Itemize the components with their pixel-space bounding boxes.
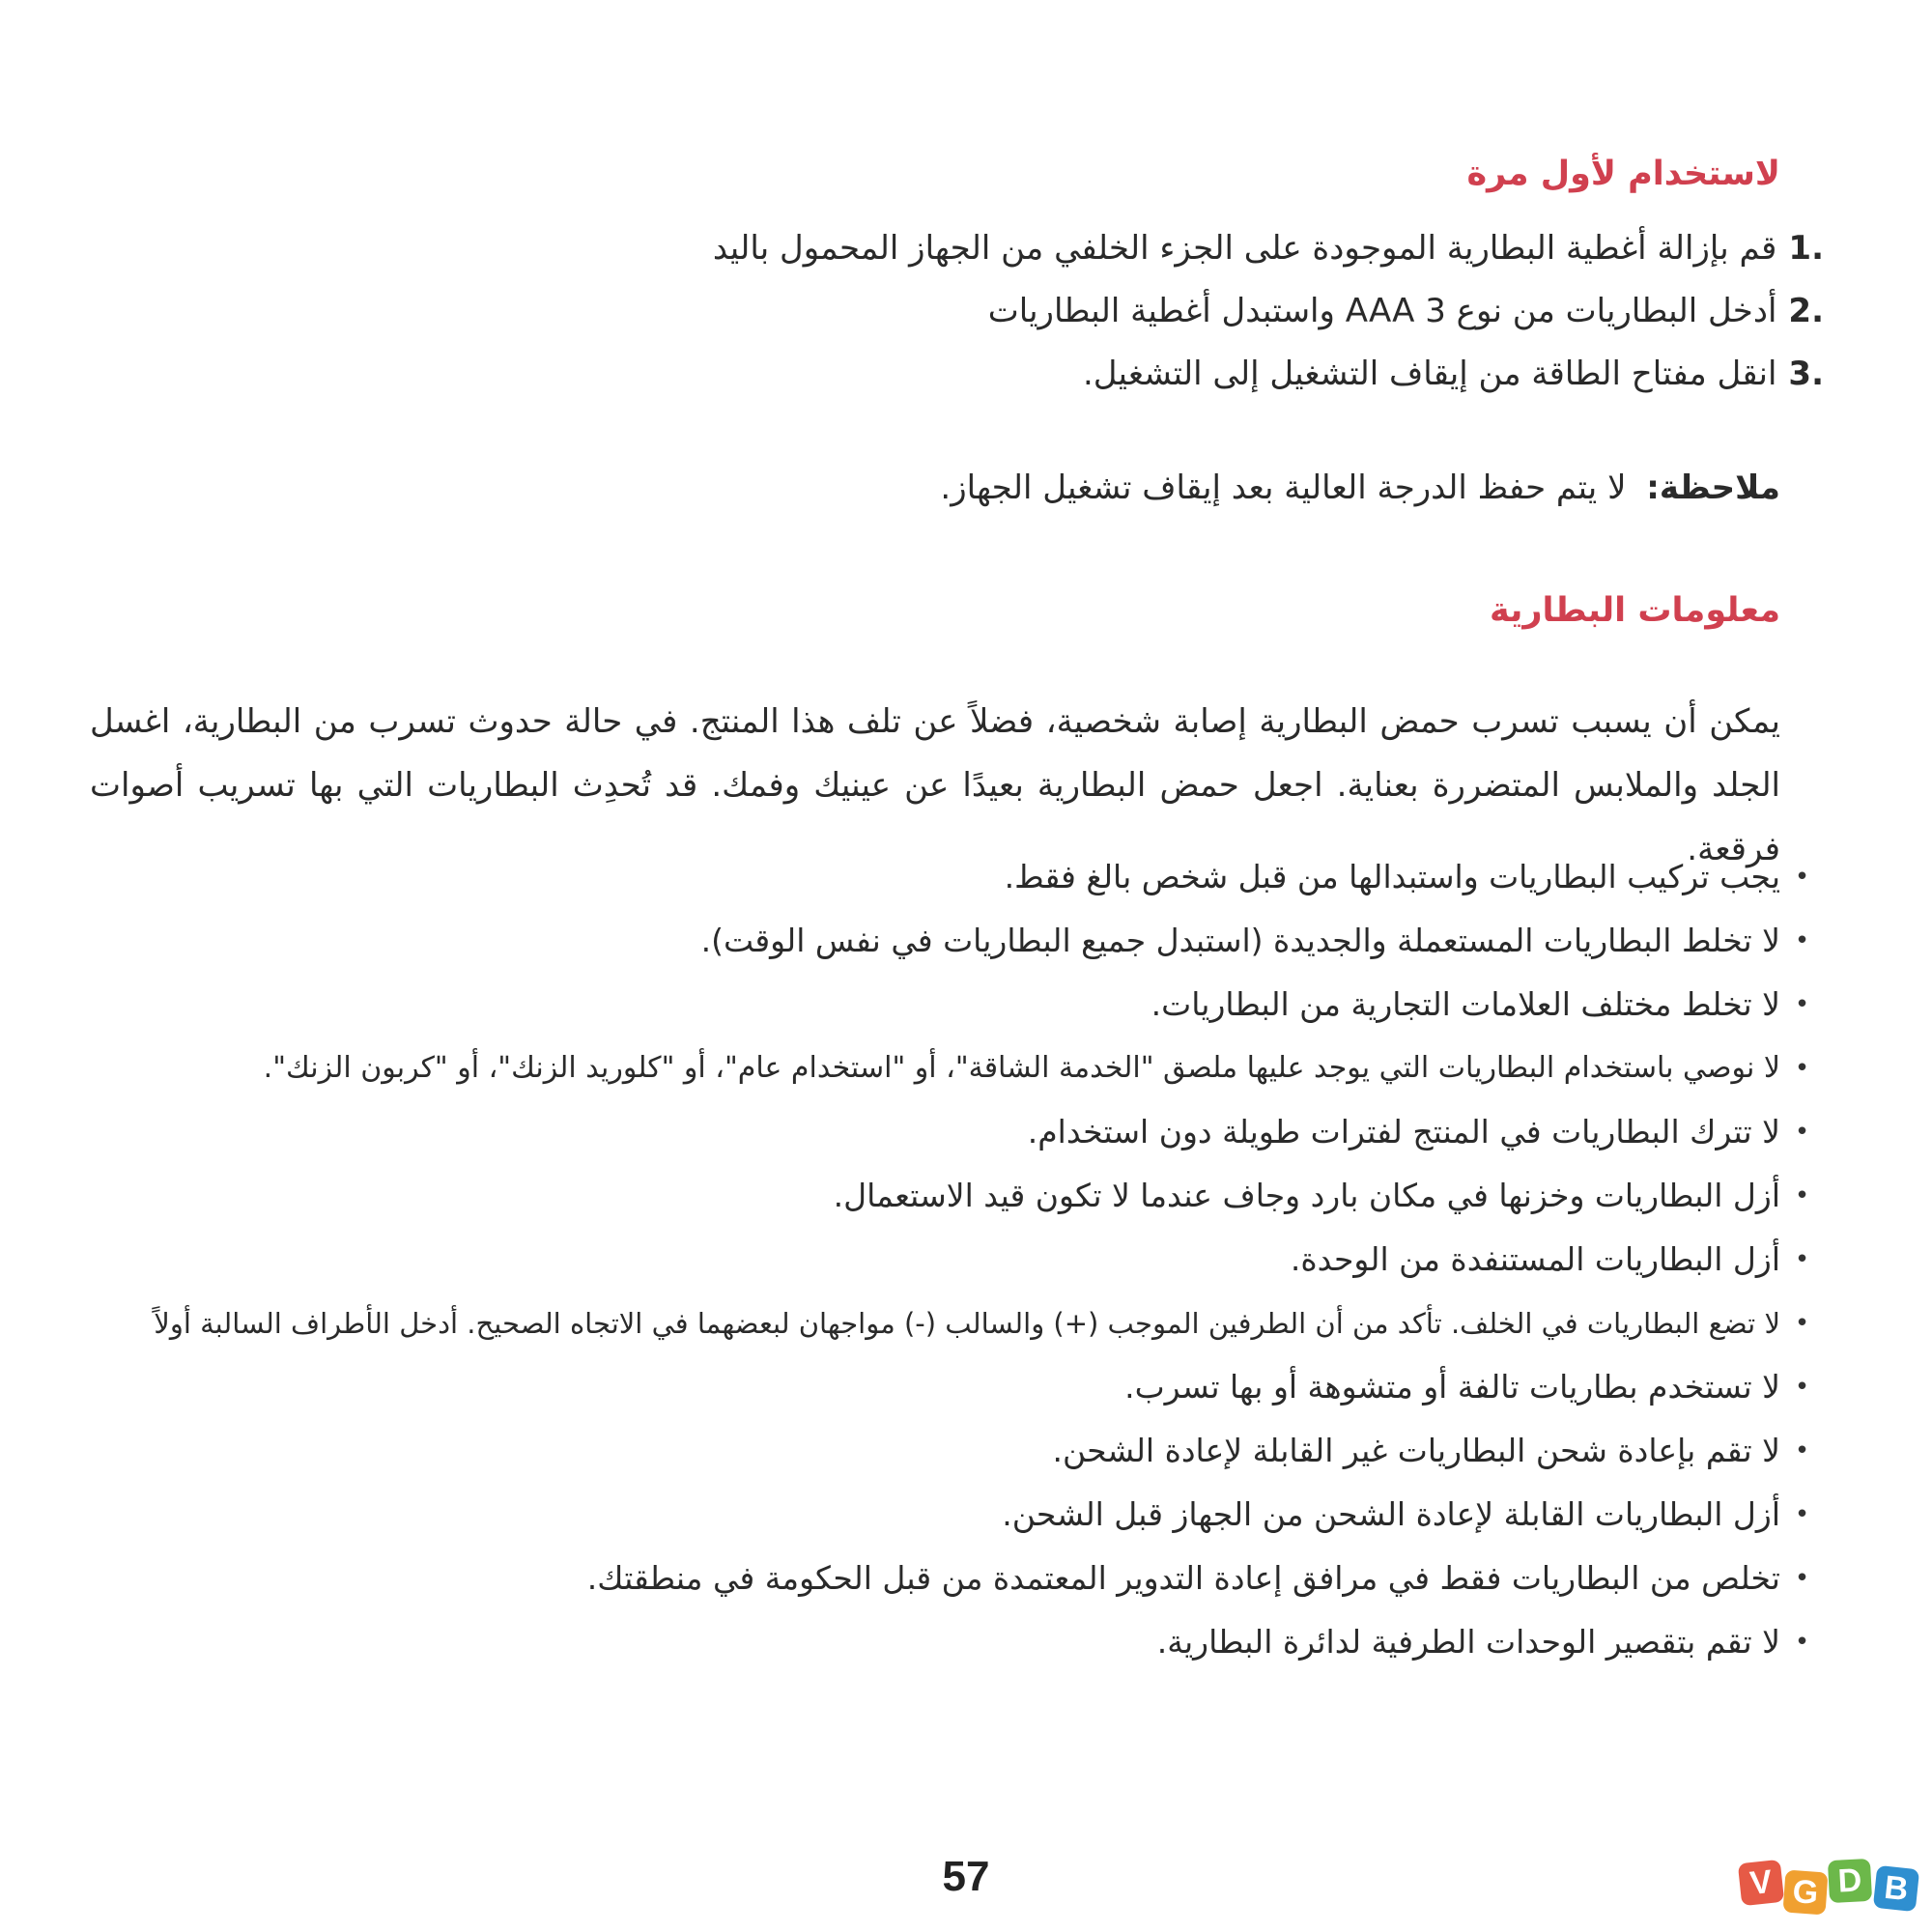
section-title-first-use: لاستخدام لأول مرة bbox=[1466, 155, 1780, 193]
bullet-text: لا تستخدم بطاريات تالفة أو متشوهة أو بها تسرب. bbox=[1124, 1368, 1780, 1406]
logo-letter-v: V bbox=[1738, 1860, 1784, 1906]
bullet-text: أزل البطاريات وخزنها في مكان بارد وجاف عندما لا تكون قيد الاستعمال. bbox=[833, 1177, 1780, 1214]
bullet-item bbox=[104, 1228, 1824, 1292]
bullet-icon: • bbox=[1794, 926, 1810, 955]
logo-letter-d: D bbox=[1828, 1859, 1872, 1903]
bullet-item bbox=[104, 1547, 1824, 1610]
bullet-item bbox=[104, 1355, 1824, 1419]
bullet-item bbox=[104, 1292, 1824, 1355]
bullet-text: أزل البطاريات المستنفدة من الوحدة. bbox=[1290, 1240, 1780, 1278]
bullet-icon: • bbox=[1794, 990, 1810, 1019]
bullet-text: لا تخلط مختلف العلامات التجارية من البطاريات. bbox=[1151, 985, 1780, 1023]
step-number: .2 bbox=[1788, 292, 1824, 330]
bullet-text: لا تقم بتقصير الوحدات الطرفية لدائرة البطارية. bbox=[1156, 1623, 1780, 1661]
bullet-icon: • bbox=[1794, 1564, 1810, 1593]
bullet-text: لا تقم بإعادة شحن البطاريات غير القابلة لإعادة الشحن. bbox=[1052, 1432, 1780, 1469]
bullet-item bbox=[104, 1037, 1824, 1100]
section-title-battery-info: معلومات البطارية bbox=[1489, 591, 1780, 630]
bullet-text: لا تضع البطاريات في الخلف. تأكد من أن الطرفين الموجب (+) والسالب (-) مواجهان لبعضهما في الاتجاه الصحيح. أدخل الأطراف السالبة أولاً bbox=[154, 1307, 1780, 1340]
first-use-steps bbox=[375, 217, 1824, 406]
step-number: .1 bbox=[1788, 229, 1824, 268]
step-text: انقل مفتاح الطاقة من إيقاف التشغيل إلى التشغيل. bbox=[1083, 355, 1777, 393]
bullet-icon: • bbox=[1794, 1054, 1810, 1083]
step-item bbox=[375, 343, 1824, 406]
note-text: لا يتم حفظ الدرجة العالية بعد إيقاف تشغيل الجهاز. bbox=[940, 469, 1627, 507]
bullet-text: لا تترك البطاريات في المنتج لفترات طويلة دون استخدام. bbox=[1027, 1113, 1780, 1151]
bullet-icon: • bbox=[1794, 863, 1810, 892]
bullet-text: أزل البطاريات القابلة لإعادة الشحن من الجهاز قبل الشحن. bbox=[1002, 1495, 1780, 1533]
step-item bbox=[375, 280, 1824, 343]
logo-letter-b: B bbox=[1873, 1865, 1919, 1912]
bullet-icon: • bbox=[1794, 1245, 1810, 1274]
step-text: قم بإزالة أغطية البطارية الموجودة على الجزء الخلفي من الجهاز المحمول باليد bbox=[712, 229, 1777, 268]
battery-bullets bbox=[104, 845, 1824, 1674]
page-number: 57 bbox=[942, 1853, 990, 1900]
bullet-text: لا تخلط البطاريات المستعملة والجديدة (استبدل جميع البطاريات في نفس الوقت). bbox=[700, 922, 1780, 959]
bullet-icon: • bbox=[1794, 1628, 1810, 1657]
logo-letter-g: G bbox=[1783, 1870, 1829, 1916]
step-item bbox=[375, 217, 1824, 280]
bullet-item bbox=[104, 1100, 1824, 1164]
bullet-icon: • bbox=[1794, 1500, 1810, 1529]
bullet-item bbox=[104, 1610, 1824, 1674]
note bbox=[940, 469, 1780, 507]
bullet-icon: • bbox=[1794, 1309, 1810, 1338]
bullet-text: تخلص من البطاريات فقط في مرافق إعادة التدوير المعتمدة من قبل الحكومة في منطقتك. bbox=[586, 1559, 1780, 1597]
vgdb-watermark-logo bbox=[1734, 1852, 1932, 1919]
note-label: ملاحظة: bbox=[1646, 469, 1780, 507]
bullet-item bbox=[104, 909, 1824, 973]
bullet-item bbox=[104, 845, 1824, 909]
bullet-item bbox=[104, 1164, 1824, 1228]
bullet-item bbox=[104, 1419, 1824, 1483]
bullet-text: لا نوصي باستخدام البطاريات التي يوجد عليها ملصق "الخدمة الشاقة"، أو "استخدام عام"، أو "كلوريد الزنك"، أو "كربون الزنك". bbox=[263, 1051, 1780, 1085]
battery-warning-paragraph: يمكن أن يسبب تسرب حمض البطارية إصابة شخصية، فضلاً عن تلف هذا المنتج. في حالة حدوث تسرب من البطارية، اغسل الجلد والملابس المتضررة بعناية. اجعل حمض البطارية بعيدًا عن عينيك وفمك. قد تُحدِث البطاريات التي بها تسريب أصوات فرقعة. bbox=[90, 702, 1780, 868]
bullet-item bbox=[104, 1483, 1824, 1547]
bullet-icon: • bbox=[1794, 1181, 1810, 1210]
bullet-icon: • bbox=[1794, 1436, 1810, 1465]
step-text: أدخل البطاريات من نوع AAA 3 واستبدل أغطية البطاريات bbox=[987, 292, 1777, 330]
bullet-icon: • bbox=[1794, 1373, 1810, 1402]
bullet-text: يجب تركيب البطاريات واستبدالها من قبل شخص بالغ فقط. bbox=[1004, 858, 1780, 895]
step-number: .3 bbox=[1788, 355, 1824, 393]
bullet-item bbox=[104, 973, 1824, 1037]
bullet-icon: • bbox=[1794, 1118, 1810, 1147]
